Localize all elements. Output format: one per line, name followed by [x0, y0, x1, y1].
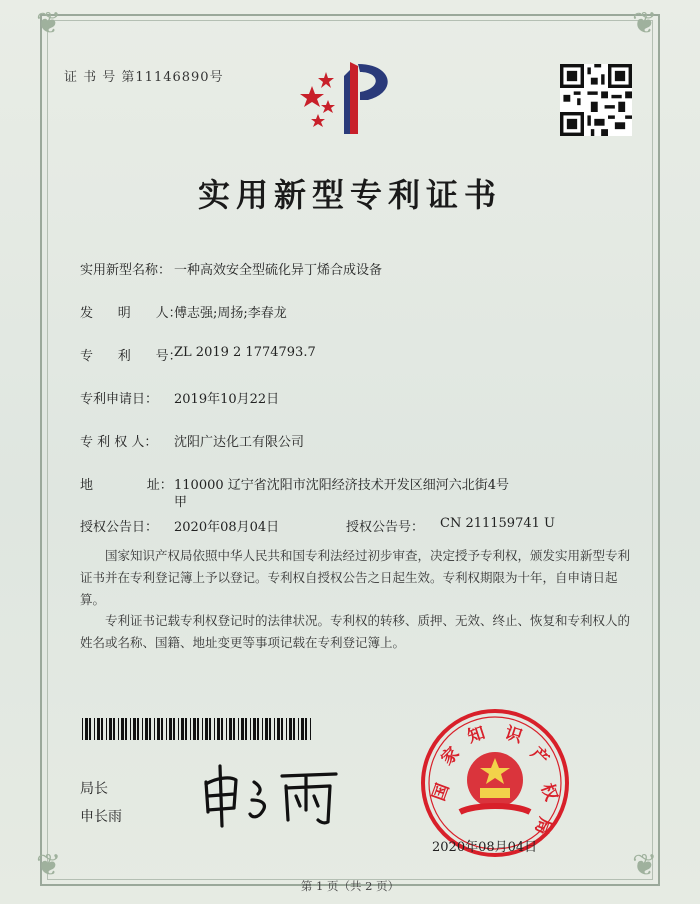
field-value: 傅志强;周扬;李春龙 — [174, 306, 287, 321]
field-value-continued: 甲 — [174, 495, 188, 510]
barcode-bar — [106, 718, 107, 740]
barcode-bar — [178, 718, 179, 740]
barcode-bar — [301, 718, 304, 740]
svg-text:局: 局 — [530, 814, 556, 838]
barcode-bar — [118, 718, 119, 740]
barcode-bar — [85, 718, 88, 740]
corner-ornament: ❦ — [36, 6, 62, 41]
barcode-bar — [137, 718, 139, 740]
field-value: 一种高效安全型硫化异丁烯合成设备 — [174, 263, 383, 278]
barcode-bar — [154, 718, 155, 740]
grant-statement-paragraph: 国家知识产权局依照中华人民共和国专利法经过初步审查，决定授予专利权，颁发实用新型专利证书并在专利登记簿上予以登记。专利权自授权公告之日起生效。专利权期限为十年，自申请日起算。 — [80, 548, 631, 607]
barcode-bar — [217, 718, 220, 740]
barcode-bar — [101, 718, 103, 740]
svg-text:权: 权 — [536, 780, 562, 804]
barcode-bar — [209, 718, 211, 740]
certificate-title: 实用新型专利证书 — [197, 176, 502, 214]
barcode-bar — [190, 718, 191, 740]
barcode-bar — [202, 718, 203, 740]
field-value: ZL 2019 2 1774793.7 — [174, 345, 316, 360]
svg-text:知: 知 — [465, 723, 488, 748]
barcode-bar — [293, 718, 295, 740]
barcode-bar — [133, 718, 136, 740]
barcode-bar — [125, 718, 127, 740]
handwritten-signature — [196, 760, 346, 830]
field-label: 专 利 号： — [80, 349, 182, 364]
legal-status-paragraph: 专利证书记载专利权登记时的法律状况。专利权的转移、质押、无效、终止、恢复和专利权人的姓名或名称、国籍、地址变更等事项记载在专利登记簿上。 — [80, 613, 631, 650]
barcode-bar — [289, 718, 292, 740]
barcode-bar — [181, 718, 184, 740]
barcode-bar — [274, 718, 275, 740]
signatory-title: 局长 — [80, 781, 108, 797]
barcode-bar — [233, 718, 235, 740]
field-value: 2019年10月22日 — [174, 392, 280, 407]
barcode-bar — [109, 718, 112, 740]
svg-text:产: 产 — [526, 743, 553, 770]
barcode-bar — [310, 718, 311, 740]
barcode-bar — [89, 718, 91, 740]
barcode-bar — [149, 718, 151, 740]
barcode-bar — [97, 718, 100, 740]
svg-text:家: 家 — [437, 743, 464, 770]
field-value: 2020年08月04日 — [174, 520, 280, 535]
barcode-bar — [241, 718, 244, 740]
barcode-bar — [238, 718, 239, 740]
certificate-number: 证 书 号 第11146890号 — [64, 70, 224, 85]
barcode-bar — [305, 718, 307, 740]
barcode-bar — [262, 718, 263, 740]
barcode-bar — [214, 718, 215, 740]
page-footer: 第 1 页（共 2 页） — [300, 879, 400, 893]
barcode-bar — [193, 718, 196, 740]
corner-ornament: ❦ — [632, 848, 658, 883]
svg-text:国: 国 — [428, 780, 454, 804]
barcode-bar — [185, 718, 187, 740]
barcode-bar — [157, 718, 160, 740]
barcode-bar — [142, 718, 143, 740]
qr-code-icon — [560, 64, 632, 136]
signatory-name: 申长雨 — [80, 809, 122, 825]
barcode-bar — [161, 718, 163, 740]
seal-date: 2020年08月04日 — [432, 840, 538, 855]
barcode-bar — [82, 718, 83, 740]
field-label: 授权公告号： — [346, 520, 425, 535]
barcode-bar — [298, 718, 299, 740]
barcode-bar — [121, 718, 124, 740]
barcode-bar — [226, 718, 227, 740]
field-label: 地 址： — [80, 478, 173, 493]
svg-text:识: 识 — [502, 723, 525, 748]
field-value: 110000 辽宁省沈阳市沈阳经济技术开发区细河六北街4号 — [174, 478, 510, 493]
field-label: 实用新型名称： — [80, 263, 172, 278]
barcode-bar — [173, 718, 175, 740]
barcode-bar — [166, 718, 167, 740]
barcode-icon — [82, 718, 314, 740]
barcode-bar — [94, 718, 95, 740]
barcode-bar — [286, 718, 287, 740]
corner-ornament: ❦ — [36, 848, 62, 883]
field-value: CN 211159741 U — [440, 516, 555, 531]
field-address — [0, 474, 700, 514]
barcode-bar — [265, 718, 268, 740]
field-value: 沈阳广达化工有限公司 — [174, 435, 305, 450]
barcode-bar — [197, 718, 199, 740]
corner-ornament: ❦ — [632, 6, 658, 41]
barcode-bar — [245, 718, 247, 740]
barcode-bar — [269, 718, 271, 740]
barcode-bar — [229, 718, 232, 740]
barcode-bar — [221, 718, 223, 740]
barcode-bar — [113, 718, 115, 740]
field-label: 专利申请日： — [80, 392, 159, 407]
field-label: 授权公告日： — [80, 520, 159, 535]
cnipa-logo-icon — [298, 56, 408, 136]
field-label: 发 明 人： — [80, 306, 182, 321]
barcode-bar — [250, 718, 251, 740]
barcode-bar — [253, 718, 256, 740]
barcode-bar — [205, 718, 208, 740]
field-label: 专 利 权 人： — [80, 435, 158, 450]
barcode-bar — [281, 718, 283, 740]
barcode-bar — [130, 718, 131, 740]
barcode-bar — [257, 718, 259, 740]
barcode-bar — [169, 718, 172, 740]
barcode-bar — [277, 718, 280, 740]
barcode-bar — [145, 718, 148, 740]
